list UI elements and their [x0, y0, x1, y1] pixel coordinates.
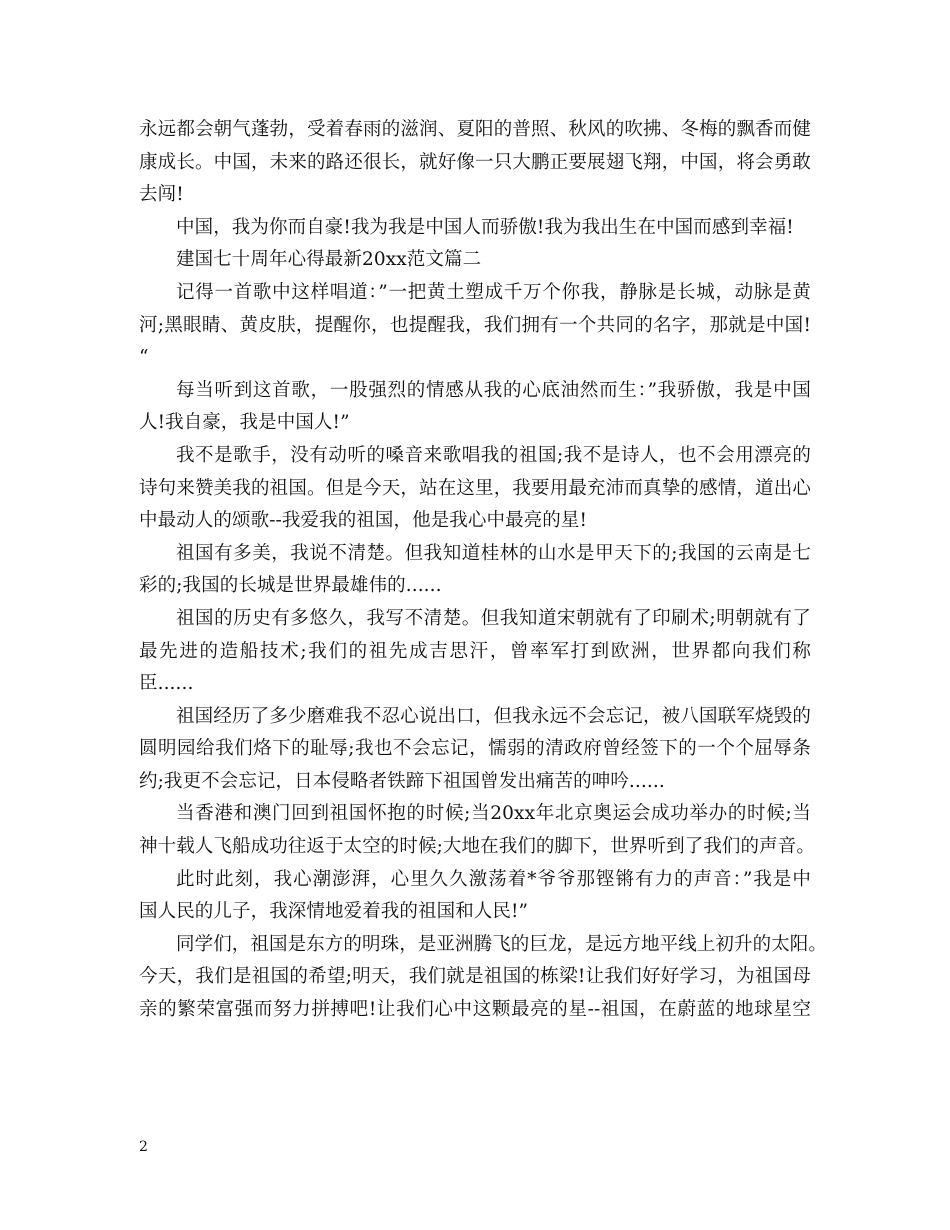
document-body [139, 114, 828, 1027]
text-line: 去闯! [139, 184, 184, 206]
text-line: 今天，我们是祖国的希望;明天，我们就是祖国的栋梁!让我们好好学习，为祖国母 [139, 966, 811, 988]
text-line: 亲的繁荣富强而努力拼搏吧!让我们心中这颗最亮的星--祖国，在蔚蓝的地球星空 [139, 999, 811, 1021]
text-line: 圆明园给我们烙下的耻辱;我也不会忘记，懦弱的清政府曾经签下的一个个屈辱条 [139, 738, 811, 760]
text-line: 人!我自豪，我是中国人!” [139, 412, 350, 434]
text-line: 记得一首歌中这样唱道：”一把黄土塑成千万个你我，静脉是长城，动脉是黄 [176, 281, 811, 303]
text-line: 中最动人的颂歌--我爱我的祖国，他是我心中最亮的星! [139, 510, 588, 532]
text-line: 诗句来赞美我的祖国。但是今天，站在这里，我要用最充沛而真挚的感情，道出心 [139, 477, 811, 499]
text-line: “ [139, 347, 149, 369]
text-line: 祖国的历史有多悠久，我写不清楚。但我知道宋朝就有了印刷术;明朝就有了 [176, 607, 811, 629]
page-number: 2 [139, 1139, 148, 1155]
section-heading: 建国七十周年心得最新20xx范文篇二 [176, 249, 482, 271]
text-line: 同学们，祖国是东方的明珠，是亚洲腾飞的巨龙，是远方地平线上初升的太阳。 [176, 933, 828, 955]
text-line: 彩的;我国的长城是世界最雄伟的...... [139, 575, 442, 597]
text-line: 约;我更不会忘记，日本侵略者铁蹄下祖国曾发出痛苦的呻吟...... [139, 770, 665, 792]
text-line: 我不是歌手，没有动听的嗓音来歌唱我的祖国;我不是诗人，也不会用漂亮的 [176, 444, 811, 466]
text-line: 国人民的儿子，我深情地爱着我的祖国和人民!” [139, 901, 529, 923]
text-line: 中国，我为你而自豪!我为我是中国人而骄傲!我为我出生在中国而感到幸福! [176, 216, 794, 238]
text-line: 臣...... [139, 673, 194, 695]
text-line: 最先进的造船技术;我们的祖先成吉思汗，曾率军打到欧洲，世界都向我们称 [139, 640, 811, 662]
text-line: 永远都会朝气蓬勃，受着春雨的滋润、夏阳的普照、秋风的吹拂、冬梅的飘香而健 [139, 119, 811, 140]
text-line: 每当听到这首歌，一股强烈的情感从我的心底油然而生：”我骄傲，我是中国 [176, 379, 811, 401]
text-line: 河;黑眼睛、黄皮肤，提醒你，也提醒我，我们拥有一个共同的名字，那就是中国! [139, 314, 811, 336]
text-line: 此时此刻，我心潮澎湃，心里久久激荡着*爷爷那铿锵有力的声音：”我是中 [176, 868, 811, 890]
text-line: 祖国有多美，我说不清楚。但我知道桂林的山水是甲天下的;我国的云南是七 [176, 542, 811, 564]
text-line: 当香港和澳门回到祖国怀抱的时候;当20xx年北京奥运会成功举办的时候;当 [176, 803, 811, 825]
text-line: 祖国经历了多少磨难我不忍心说出口，但我永远不会忘记，被八国联军烧毁的 [176, 705, 811, 727]
text-line: 康成长。中国，未来的路还很长，就好像一只大鹏正要展翅飞翔，中国，将会勇敢 [139, 151, 811, 173]
text-line: 神十载人飞船成功往返于太空的时候;大地在我们的脚下，世界听到了我们的声音。 [139, 836, 815, 858]
